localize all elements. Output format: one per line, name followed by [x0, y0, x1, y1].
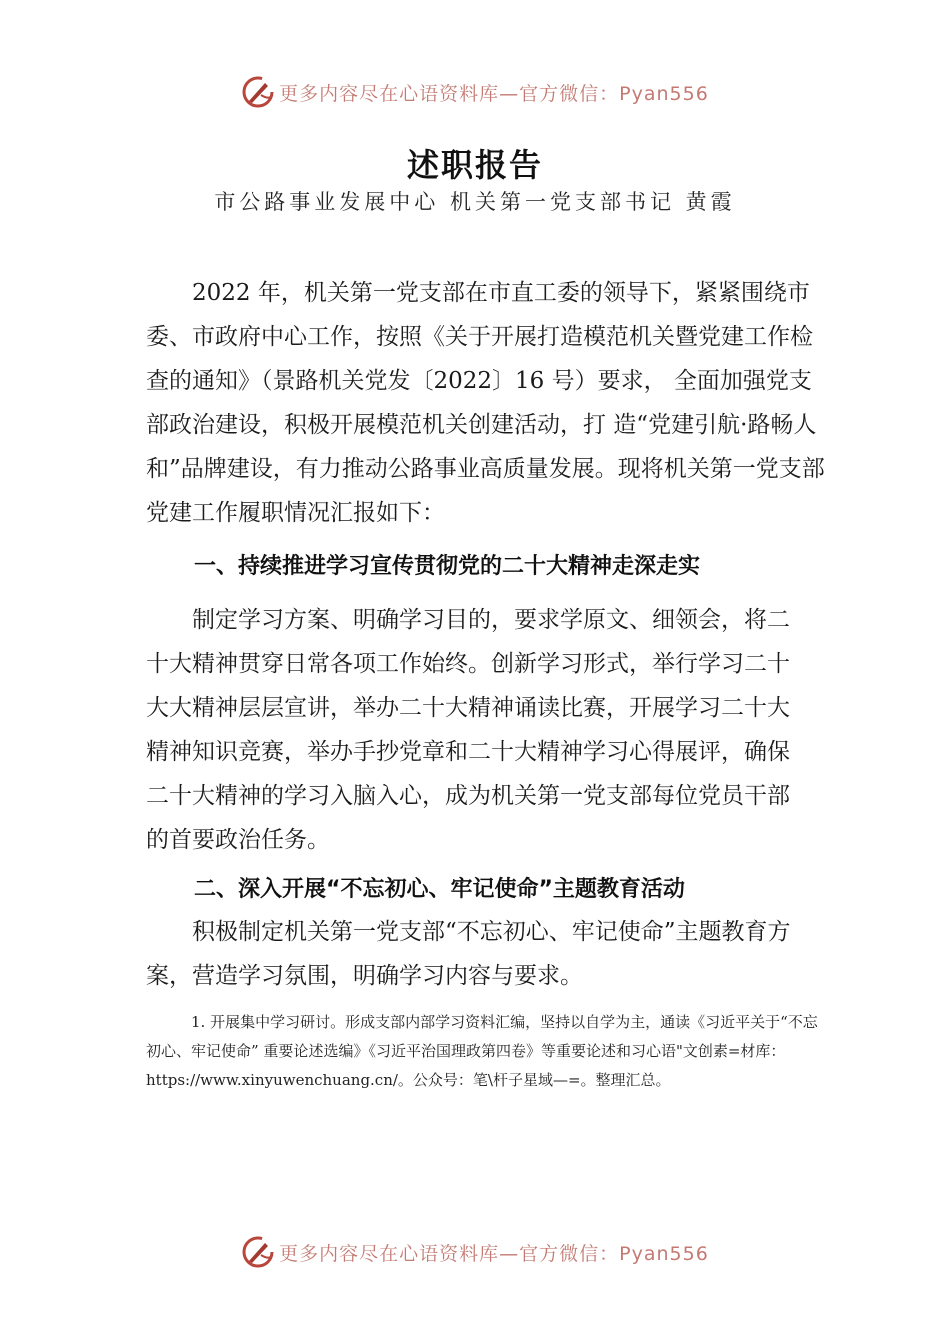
section-1-paragraph: [146, 598, 796, 862]
document-subtitle: 市公路事业发展中心 机关第一党支部书记 黄霞: [214, 190, 736, 214]
intro-text: 2022 年，机关第一党支部在市直工委的领导下，紧紧围绕市委、市政府中心工作，按照《关于开展打造模范机关暨党建工作检查的通知》（景路机关党发〔2022〕16 号）要求， 全面加强党支部政治建设，积极开展模范机关创建活动，打 造“党建引航·路畅人和”品牌建设，有力推动公路事业高质量发展。现将机关第一党支部党建工作履职情况汇报如下：: [146, 280, 825, 526]
watermark-text: 更多内容尽在心语资料库—官方微信：Pyan556: [279, 1242, 709, 1265]
section-2-heading: 二、深入开展“不忘初心、牢记使命”主题教育活动: [194, 877, 685, 902]
section-1-text: 制定学习方案、明确学习目的，要求学原文、细领会，将二十大精神贯穿日常各项工作始终。创新学习形式，举行学习二十大大精神层层宣讲，举办二十大精神诵读比赛，开展学习二十大精神知识竞赛，举办手抄党章和二十大精神学习心得展评，确保二十大精神的学习入脑入心，成为机关第一党支部每位党员干部的首要政治任务。: [146, 607, 790, 853]
section-1-heading: 一、持续推进学习宣传贯彻党的二十大精神走深走实: [194, 554, 701, 579]
watermark-text: 更多内容尽在心语资料库—官方微信：Pyan556: [279, 82, 709, 105]
section-2-paragraph: [146, 910, 832, 998]
watermark-footer: [0, 1232, 950, 1272]
brush-logo-icon: [241, 75, 275, 109]
section-2-item-1: 1. 开展集中学习研讨。形成支部内部学习资料汇编，坚持以自学为主，通读《习近平关于“不忘初心、牢记使命” 重要论述选编》《习近平治国理政第四卷》等重要论述和习心语"文创素=材库：https://www.xinyuwenchuang.cn/。公众号：笔\杆子星域—=。整理汇总。: [146, 1013, 818, 1089]
intro-paragraph: [146, 271, 832, 535]
brush-logo-icon: [241, 1235, 275, 1269]
document-title: 述职报告: [406, 146, 543, 184]
watermark-header: [0, 72, 950, 112]
section-2-text: 积极制定机关第一党支部“不忘初心、牢记使命”主题教育方案，营造学习氛围，明确学习内容与要求。: [146, 919, 791, 989]
